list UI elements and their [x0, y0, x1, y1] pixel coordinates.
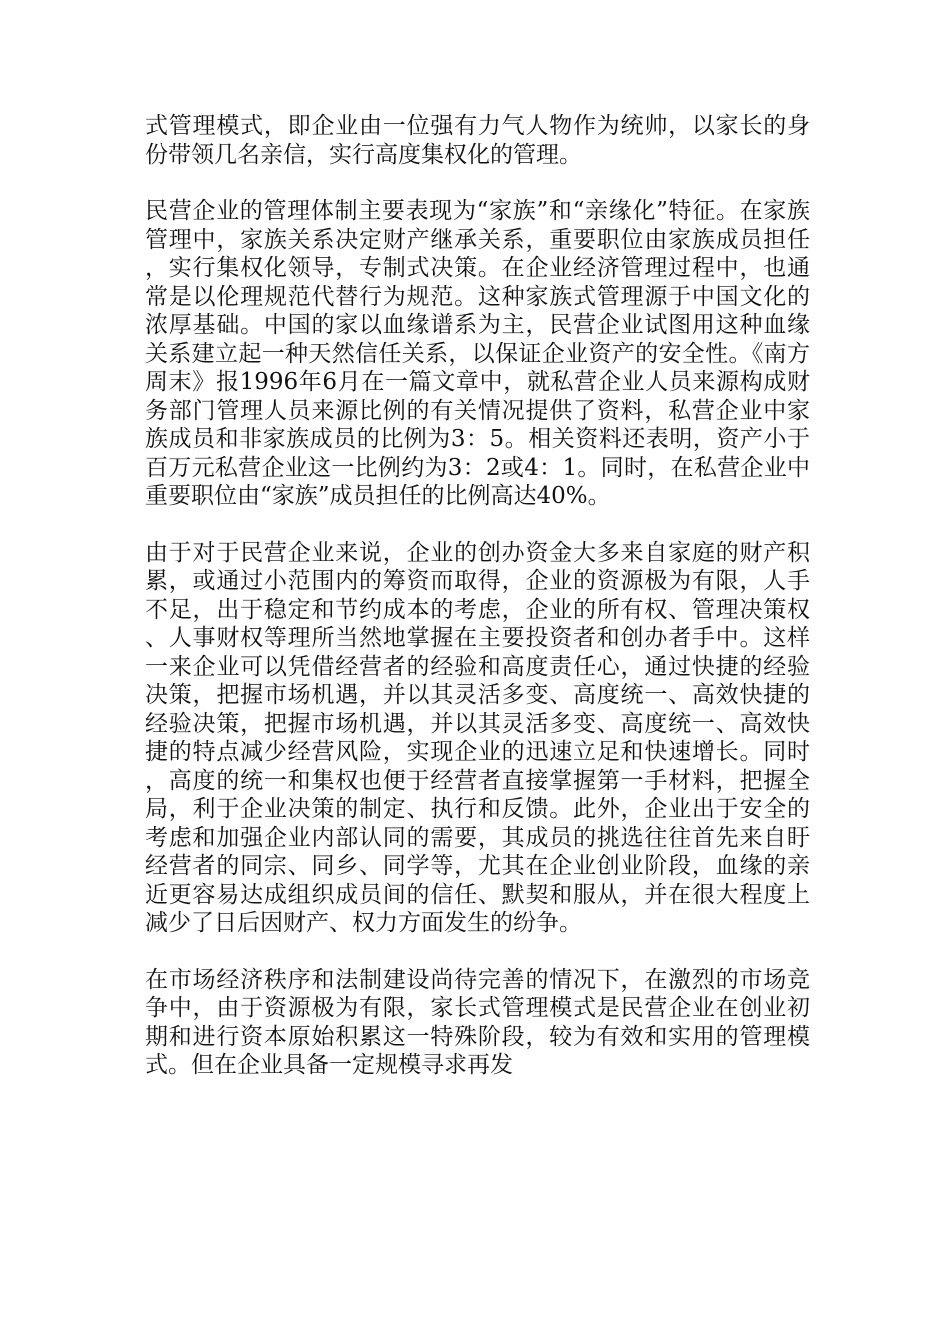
paragraph-3: 由于对于民营企业来说，企业的创办资金大多来自家庭的财产积累，或通过小范围内的筹资而取得，企业的资源极为有限，人手不足，出于稳定和节约成本的考虑，企业的所有权、管理决策权、人事财权等理所当然地掌握在主要投资者和创办者手中。这样一来企业可以凭借经营者的经验和高度责任心，通过快捷的经验决策，把握市场机遇，并以其灵活多变、高度统一、高效快捷的经验决策，把握市场机遇，并以其灵活多变、高度统一、高效快捷的特点减少经营风险，实现企业的迅速立足和快速增长。同时，高度的统一和集权也便于经营者直接掌握第一手材料，把握全局，利于企业决策的制定、执行和反馈。此外，企业出于安全的考虑和加强企业内部认同的需要，其成员的挑选往往首先来自盱经营者的同宗、同乡、同学等，尤其在企业创业阶段，血缘的亲近更容易达成组织成员间的信任、默契和服从，并在很大程度上减少了日后因财产、权力方面发生的纷争。 — [145, 539, 810, 936]
paragraph-1: 式管理模式，即企业由一位强有力气人物作为统帅，以家长的身份带领几名亲信，实行高度集权化的管理。 — [145, 113, 810, 168]
paragraph-4: 在市场经济秩序和法制建设尚待完善的情况下，在激烈的市场竞争中，由于资源极为有限，家长式管理模式是民营企业在创业初期和进行资本原始积累这一特殊阶段，较为有效和实用的管理模式。但在企业具备一定规模寻求再发 — [145, 966, 810, 1078]
paragraph-2: 民营企业的管理体制主要表现为“家族”和“亲缘化”特征。在家族管理中，家族关系决定财产继承关系，重要职位由家族成员担任，实行集权化领导，专制式决策。在企业经济管理过程中，也通常是以伦理规范代替行为规范。这种家族式管理源于中国文化的浓厚基础。中国的家以血缘谱系为主，民营企业试图用这种血缘关系建立起一种天然信任关系，以保证企业资产的安全性。《南方周末》报1996年6月在一篇文章中，就私营企业人员来源构成财务部门管理人员来源比例的有关情况提供了资料，私营企业中家族成员和非家族成员的比例为3：5。相关资料还表明，资产小于百万元私营企业这一比例约为3：2或4：1。同时，在私营企业中重要职位由“家族”成员担任的比例高达40%。 — [145, 198, 810, 509]
document-page — [145, 112, 810, 1108]
